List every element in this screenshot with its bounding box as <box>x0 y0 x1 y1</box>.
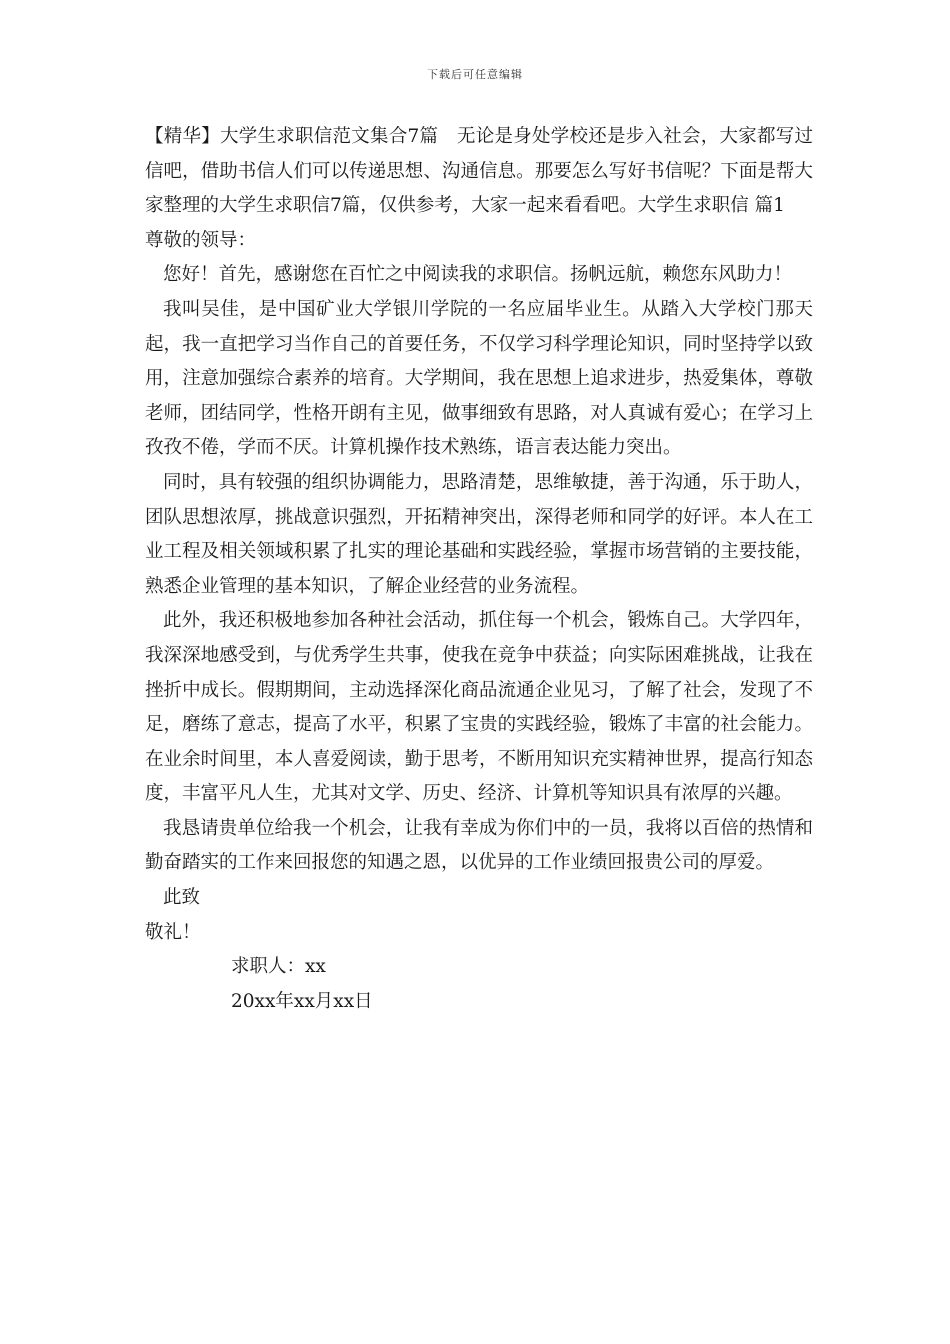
salutation: 尊敬的领导： <box>145 229 257 251</box>
paragraph-introduction: 我叫吴佳，是中国矿业大学银川学院的一名应届毕业生。从踏入大学校门那天起，我一直把学习当作自己的首要任务，不仅学习科学理论知识，同时坚持学以致用，注意加强综合素养的培育。大学期间，我在思想上追求进步，热爱集体，尊敬老师，团结同学，性格开朗有主见，做事细致有思路，对人真诚有爱心；在学习上孜孜不倦，学而不厌。计算机操作技术熟练，语言表达能力突出。 <box>145 298 813 459</box>
paragraph-activities: 此外，我还积极地参加各种社会活动，抓住每一个机会，锻炼自己。大学四年，我深深地感受到，与优秀学生共事，使我在竞争中获益；向实际困难挑战，让我在挫折中成长。假期期间，主动选择深化商品流通企业见习，了解了社会，发现了不足，磨练了意志，提高了水平，积累了宝贵的实践经验，锻炼了丰富的社会能力。在业余时间里，本人喜爱阅读，勤于思考，不断用知识充实精神世界，提高行知态度，丰富平凡人生，尤其对文学、历史、经济、计算机等知识具有浓厚的兴趣。 <box>145 610 813 805</box>
header-note: 下载后可任意编辑 <box>427 68 523 81</box>
letter-date: 20xx年xx月xx日 <box>231 990 373 1012</box>
signer-name: 求职人：xx <box>231 956 326 978</box>
closing-line-2: 敬礼！ <box>145 921 201 943</box>
paragraph-abilities: 同时，具有较强的组织协调能力，思路清楚，思维敏捷，善于沟通，乐于助人，团队思想浓厚，挑战意识强烈，开拓精神突出，深得老师和同学的好评。本人在工业工程及相关领域积累了扎实的理论基础和实践经验，掌握市场营销的主要技能，熟悉企业管理的基本知识，了解企业经营的业务流程。 <box>145 471 813 597</box>
intro-paragraph: 【精华】大学生求职信范文集合7篇 无论是身处学校还是步入社会，大家都写过信吧，借助书信人们可以传递思想、沟通信息。那要怎么写好书信呢？下面是帮大家整理的大学生求职信7篇，仅供参考，大家一起来看看吧。大学生求职信 篇1 <box>145 126 813 217</box>
closing-line-1: 此致 <box>163 887 201 909</box>
paragraph-greeting: 您好！首先，感谢您在百忙之中阅读我的求职信。扬帆远航，赖您东风助力！ <box>163 264 793 286</box>
paragraph-request: 我恳请贵单位给我一个机会，让我有幸成为你们中的一员，我将以百倍的热情和勤奋踏实的工作来回报您的知遇之恩，以优异的工作业绩回报贵公司的厚爱。 <box>145 817 813 874</box>
letter-body <box>145 120 813 1019</box>
